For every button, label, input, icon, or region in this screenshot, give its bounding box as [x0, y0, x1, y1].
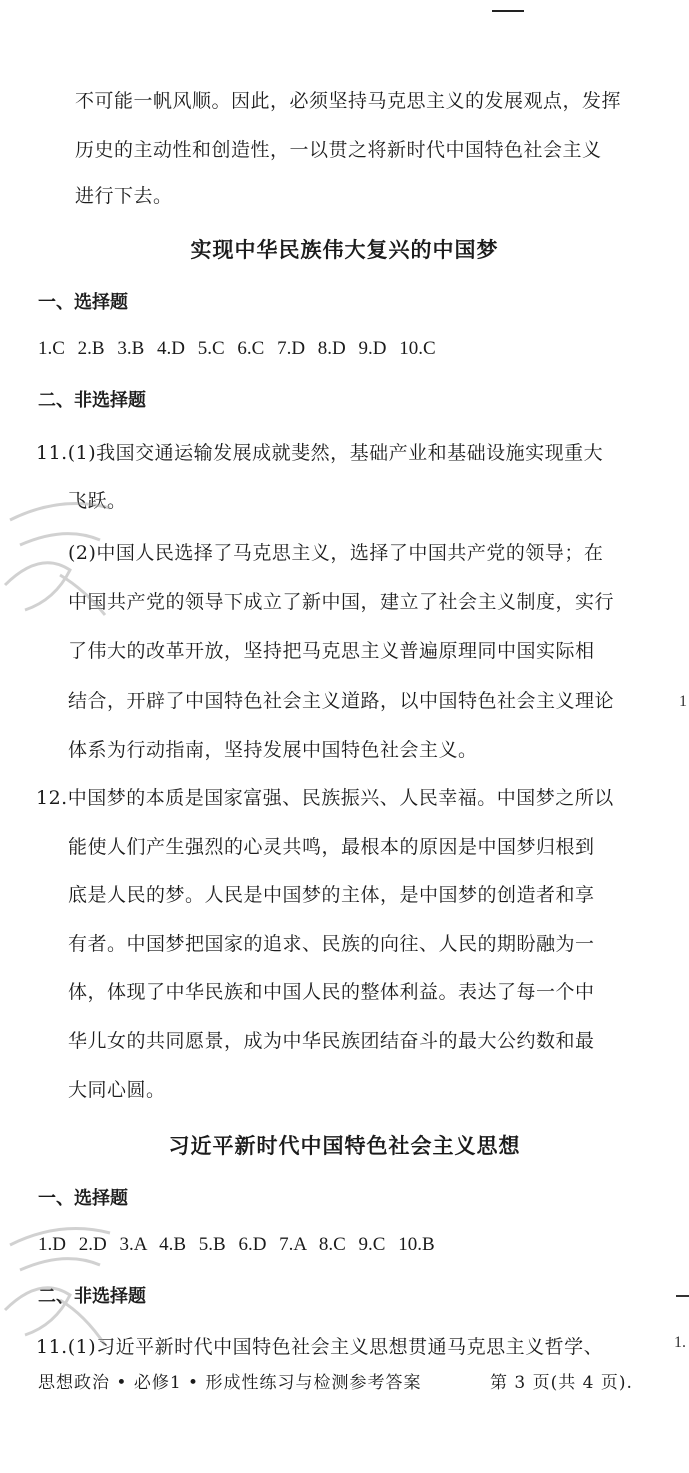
q11-line: 体系为行动指南，坚持发展中国特色社会主义。	[68, 739, 478, 761]
q11-line: 中国共产党的领导下成立了新中国，建立了社会主义制度，实行	[68, 591, 615, 613]
intro-line: 不可能一帆风顺。因此，必须坚持马克思主义的发展观点，发挥	[75, 90, 622, 112]
intro-line: 进行下去。	[75, 185, 173, 207]
section-title: 实现中华民族伟大复兴的中国梦	[190, 237, 499, 262]
footer-page-number: 第 3 页(共 4 页).	[490, 1373, 633, 1393]
edge-line	[676, 1295, 689, 1297]
q11-line: 11.(1)我国交通运输发展成就斐然，基础产业和基础设施实现重大	[36, 442, 604, 464]
q11-line: 11.(1)习近平新时代中国特色社会主义思想贯通马克思主义哲学、	[36, 1336, 604, 1358]
q12-line: 华儿女的共同愿景，成为中华民族团结奋斗的最大公约数和最	[68, 1030, 595, 1052]
q11-line: 了伟大的改革开放，坚持把马克思主义普遍原理同中国实际相	[68, 640, 595, 662]
q11-line: 结合，开辟了中国特色社会主义道路，以中国特色社会主义理论	[68, 690, 615, 712]
choice-heading: 一、选择题	[38, 292, 128, 313]
intro-line: 历史的主动性和创造性，一以贯之将新时代中国特色社会主义	[75, 139, 602, 161]
nonchoice-heading: 二、非选择题	[38, 1286, 146, 1307]
q11-line: 飞跃。	[68, 490, 127, 512]
q11-line: (2)中国人民选择了马克思主义，选择了中国共产党的领导；在	[68, 542, 604, 564]
footer-book-title: 思想政治 • 必修1 • 形成性练习与检测参考答案	[38, 1373, 422, 1393]
q12-line: 有者。中国梦把国家的追求、民族的向往、人民的期盼融为一	[68, 933, 595, 955]
q12-line: 体，体现了中华民族和中国人民的整体利益。表达了每一个中	[68, 981, 595, 1003]
choice-heading: 一、选择题	[38, 1188, 128, 1209]
q12-line: 能使人们产生强烈的心灵共鸣，最根本的原因是中国梦归根到	[68, 836, 595, 858]
nonchoice-heading: 二、非选择题	[38, 390, 146, 411]
choice-answers: 1.D 2.D 3.A 4.B 5.B 6.D 7.A 8.C 9.C 10.B	[38, 1234, 435, 1255]
top-edge-mark	[492, 10, 524, 12]
q12-line: 12.中国梦的本质是国家富强、民族振兴、人民幸福。中国梦之所以	[36, 787, 614, 809]
q12-line: 底是人民的梦。人民是中国梦的主体，是中国梦的创造者和享	[68, 884, 595, 906]
edge-mark: 1.	[674, 1334, 686, 1351]
section-title: 习近平新时代中国特色社会主义思想	[168, 1133, 521, 1158]
edge-mark: 1	[679, 693, 687, 710]
q12-line: 大同心圆。	[68, 1079, 166, 1101]
choice-answers: 1.C 2.B 3.B 4.D 5.C 6.C 7.D 8.D 9.D 10.C	[38, 338, 436, 359]
